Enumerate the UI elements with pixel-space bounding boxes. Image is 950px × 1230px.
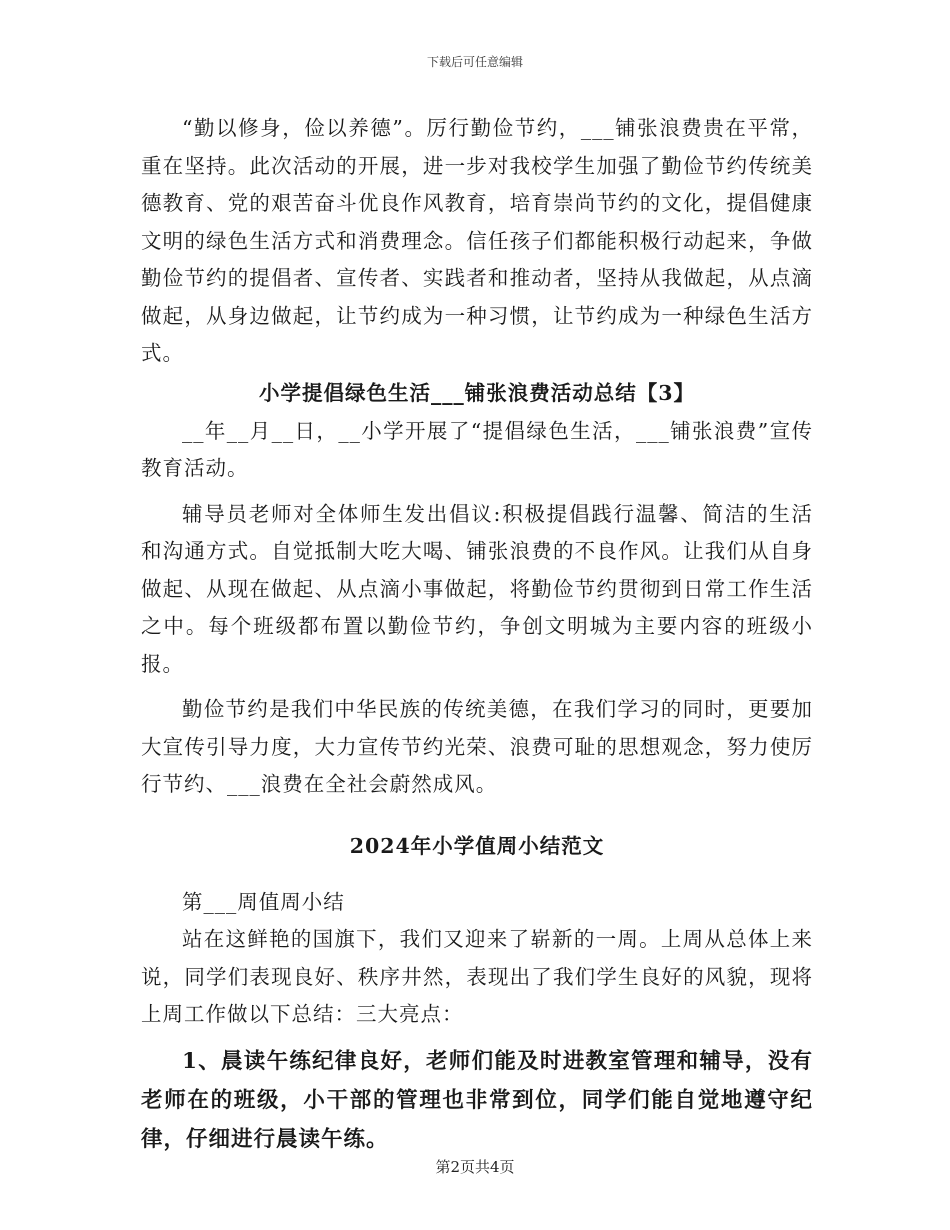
paragraph-intro: “勤以修身，俭以养德”。厉行勤俭节约，___铺张浪费贵在平常，重在坚持。此次活动的开展，进一步对我校学生加强了勤俭节约传统美德教育、党的艰苦奋斗优良作风教育，培育崇尚节约的文化，提倡健康文明的绿色生活方式和消费理念。信任孩子们都能积极行动起来，争做勤俭节约的提倡者、宣传者、实践者和推动者，坚持从我做起，从点滴做起，从身边做起，让节约成为一种习惯，让节约成为一种绿色生活方式。	[141, 116, 813, 365]
paragraph-highlight-1: 1、晨读午练纪律良好，老师们能及时进教室管理和辅导，没有老师在的班级，小干部的管理也非常到位，同学们能自觉地遵守纪律，仔细进行晨读午练。	[141, 1048, 813, 1152]
page-footer: 第2页共4页	[435, 1158, 515, 1176]
paragraph-summary: 站在这鲜艳的国旗下，我们又迎来了崭新的一周。上周从总体上来说，同学们表现良好、秩序井然，表现出了我们学生良好的风貌，现将上周工作做以下总结：三大亮点：	[141, 927, 813, 1026]
paragraph-date: __年__月__日，__小学开展了“提倡绿色生活，___铺张浪费”宣传教育活动。	[141, 418, 813, 480]
paragraph-initiative: 辅导员老师对全体师生发出倡议:积极提倡践行温馨、简洁的生活和沟通方式。自觉抵制大吃大喝、铺张浪费的不良作风。让我们从自身做起、从现在做起、从点滴小事做起，将勤俭节约贯彻到日常工作生活之中。每个班级都布置以勤俭节约，争创文明城为主要内容的班级小报。	[141, 501, 813, 676]
section-title-3: 小学提倡绿色生活___铺张浪费活动总结【3】	[258, 380, 695, 405]
document-title: 2024年小学值周小结范文	[349, 833, 605, 858]
page-header: 下载后可任意编辑	[426, 55, 523, 69]
document-body	[141, 110, 813, 1159]
paragraph-conclusion: 勤俭节约是我们中华民族的传统美德，在我们学习的同时，更要加大宣传引导力度，大力宣传节约光荣、浪费可耻的思想观念，努力使厉行节约、___浪费在全社会蔚然成风。	[141, 697, 813, 796]
paragraph-week: 第___周值周小结	[182, 889, 345, 914]
